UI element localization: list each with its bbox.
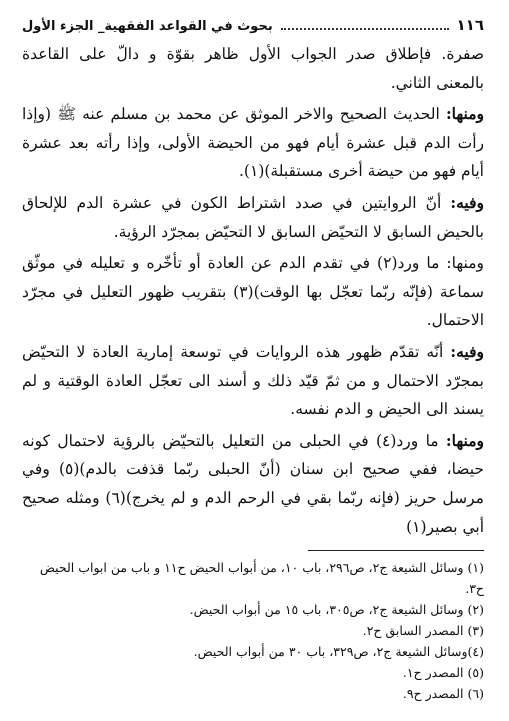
paragraph-text: الحديث الصحيح والاخر الموثق عن محمد بن مسلم عنه ﷺ (وإذا رأت الدم قبل عشرة أيام فهو من الحيضة الأولى، وإذا رأته بعد عشرة أيام فهو من حيضة أخرى مستقبلة)(١). — [22, 105, 484, 181]
paragraph-text: ما ورد(٤) في الحبلى من التعليل بالتحيّض بالرؤية لاحتمال كونه حيضا، ففي صحيح ابن سنان (أنّ الحبلى ربّما قذفت بالدم)(٥) وفي مرسل حريز (فإنه ربّما بقي في الرحم الدم و لم يخرج)(٦) ومثله صحيح أبي بصير(١) — [22, 431, 484, 536]
paragraph-lead: وفيه: — [450, 192, 484, 212]
footnote: (٣) المصدر السابق ح٢. — [362, 623, 484, 639]
header-dotted-leader — [281, 16, 449, 30]
paragraph — [22, 100, 484, 186]
document-page — [22, 14, 484, 714]
footnote: (١) وسائل الشيعة ج٢، ص٢٩٦، باب ١٠، من أبواب الحيض ح١١ و باب من ابواب الحيض ح٣. — [39, 560, 484, 597]
paragraph — [22, 189, 484, 246]
running-title: بحوث في القواعد الفقهية_ الجزء الأول — [22, 19, 273, 34]
paragraph — [22, 249, 484, 335]
footnote: (٤)وسائل الشيعة ج٢، ص٣٢٩، باب ٣٠ من أبواب الحيض. — [193, 644, 484, 660]
body-text — [22, 40, 484, 541]
footnote: (٢) وسائل الشيعة ج٢، ص٣٠٥، باب ١٥ من أبواب الحيض. — [189, 602, 484, 618]
paragraph-text: أنّه تقدّم ظهور هذه الروايات في توسعة إمارية العادة لا التحيّض بمجرّد الاحتمال و من ثمّ قيّد ذلك و أسند الى تعجّل العادة الوقتية و لم يسند الى الحيض و الدم نفسه. — [22, 342, 484, 419]
footnote: (٥) المصدر ح١. — [402, 665, 484, 681]
footnotes — [22, 557, 484, 704]
page-header — [22, 14, 484, 36]
paragraph — [22, 427, 484, 541]
paragraph — [22, 338, 484, 424]
footnote-divider — [308, 550, 484, 551]
paragraph-text: صفرة. فإطلاق صدر الجواب الأول ظاهر بقوّة و دالّ على القاعدة بالمعنى الثاني. — [22, 45, 484, 92]
paragraph — [22, 40, 484, 97]
footnote: (٦) المصدر ح٩. — [402, 686, 484, 702]
page-number: ١١٦ — [456, 16, 484, 34]
paragraph-text: أنّ الروايتين في صدد اشتراط الكون في عشرة الدم للإلحاق بالحيض السابق لا التحيّض السابق لا التحيّض بمجرّد الرؤية. — [22, 193, 484, 241]
paragraph-text: ومنها: ما ورد(٢) في تقدم الدم عن العادة أو تأخّره و تعليله في موثّق سماعة (فإنّه ربّما تعجّل بها الوقت)(٣) بتقريب ظهور التعليل في مجرّد الاحتمال. — [22, 254, 484, 330]
paragraph-lead: ومنها: — [445, 430, 484, 450]
paragraph-lead: ومنها: — [445, 104, 484, 124]
paragraph-lead: وفيه: — [450, 341, 484, 361]
